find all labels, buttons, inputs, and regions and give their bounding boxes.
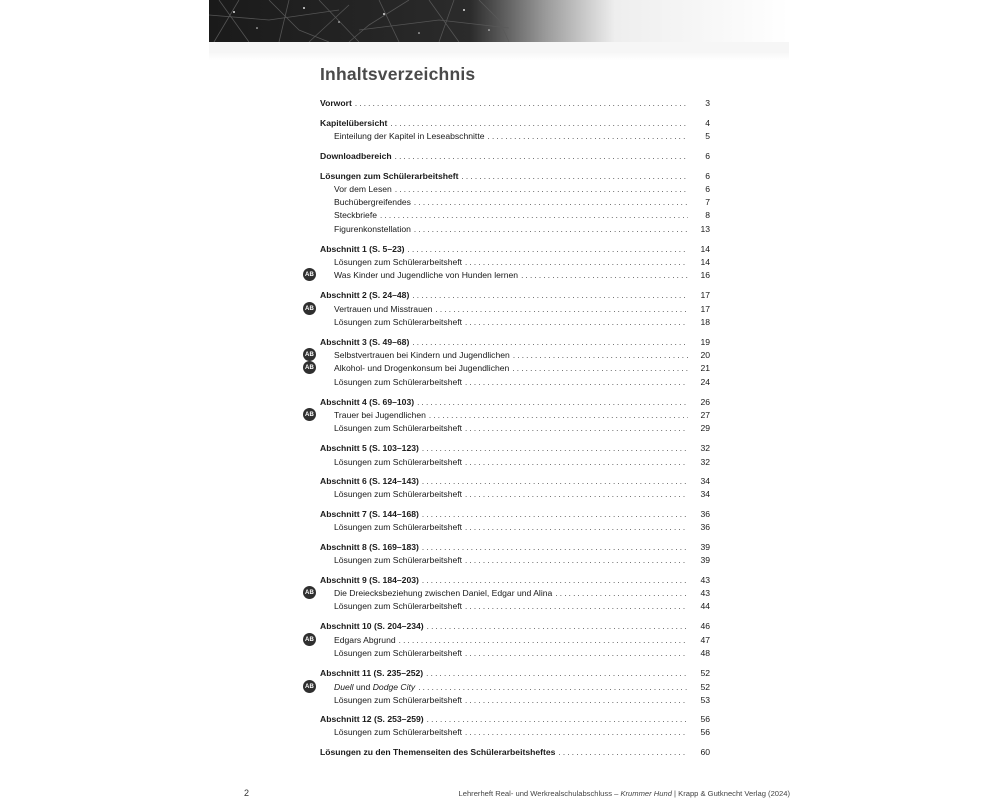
ab-badge-icon: AB [303,408,316,421]
ab-badge-icon: AB [303,680,316,693]
toc-entry-page: 52 [700,682,710,692]
toc-entry[interactable] [320,242,710,255]
toc-entry-label: Abschnitt 6 (S. 124–143) [320,476,419,486]
toc-entry[interactable] [334,725,710,738]
toc-entry-label: Abschnitt 8 (S. 169–183) [320,542,419,552]
toc-entry[interactable] [320,666,710,679]
toc-entry[interactable] [334,633,710,646]
ab-badge-icon: AB [303,586,316,599]
toc-leader-dots [558,748,688,758]
toc-leader-dots [465,728,688,738]
toc-leader-dots [417,398,688,408]
toc-entry-label: Downloadbereich [320,151,392,161]
toc-leader-dots [355,99,688,109]
toc-entry-label: Lösungen zum Schülerarbeitsheft [334,648,463,658]
toc-leader-dots [435,305,688,315]
toc-entry-label: Edgars Abgrund [334,635,396,645]
toc-leader-dots [412,338,688,348]
toc-entry[interactable] [334,455,710,468]
toc-entry[interactable] [334,586,710,599]
toc-entry-page: 53 [700,695,710,705]
toc-entry-label: Lösungen zum Schülerarbeitsheft [334,727,463,737]
toc-leader-dots [390,119,688,129]
toc-entry[interactable] [320,335,710,348]
toc-entry[interactable] [334,208,710,221]
toc-entry-label: Kapitelübersicht [320,118,388,128]
toc-entry-label: Lösungen zum Schülerarbeitsheft [334,423,463,433]
footer-text-after: | Krapp & Gutknecht Verlag (2024) [671,789,790,798]
footer-text-before: Lehrerheft Real- und Werkrealschulabschluss – [458,789,621,798]
toc-leader-dots [422,543,688,553]
toc-entry-page: 16 [700,270,710,280]
toc-entry-page: 32 [700,443,710,453]
toc-entry[interactable] [334,408,710,421]
toc-entry-label: Abschnitt 11 (S. 235–252) [320,668,424,678]
toc-leader-dots [465,523,688,533]
toc-entry[interactable] [334,553,710,566]
toc-entry-page: 8 [705,210,710,220]
toc-entry-page: 29 [700,423,710,433]
toc-entry-label: Lösungen zum Schülerarbeitsheft [334,522,463,532]
toc-entry-page: 34 [700,476,710,486]
toc-entry[interactable] [334,255,710,268]
toc-leader-dots [412,291,688,301]
toc-entry[interactable] [320,619,710,632]
toc-entry[interactable] [334,348,710,361]
toc-entry-label: Abschnitt 3 (S. 49–68) [320,337,410,347]
toc-entry-page: 39 [700,542,710,552]
toc-leader-dots [465,424,688,434]
toc-entry-page: 46 [700,621,710,631]
ab-badge-icon: AB [303,361,316,374]
toc-entry[interactable] [320,395,710,408]
toc-entry-label: Trauer bei Jugendlichen [334,410,426,420]
toc-entry[interactable] [320,745,710,758]
toc-entry-label: Lösungen zum Schülerarbeitsheft [334,377,463,387]
toc-entry-label: Vor dem Lesen [334,184,392,194]
toc-entry-page: 3 [705,98,710,108]
toc-leader-dots [555,589,688,599]
toc-entry[interactable] [334,421,710,434]
toc-entry-page: 36 [700,509,710,519]
toc-entry-label: Abschnitt 1 (S. 5–23) [320,244,405,254]
toc-leader-dots [465,318,688,328]
toc-entry[interactable] [320,474,710,487]
toc-entry[interactable] [334,222,710,235]
toc-entry-page: 18 [700,317,710,327]
toc-entry-label: Lösungen zum Schülerarbeitsheft [334,257,463,267]
page-title: Inhaltsverzeichnis [320,64,476,84]
toc-leader-dots [512,364,688,374]
toc-entry-page: 43 [700,588,710,598]
toc-entry-page: 32 [700,457,710,467]
toc-leader-dots [465,649,688,659]
toc-entry-label: Abschnitt 12 (S. 253–259) [320,714,424,724]
toc-entry-page: 19 [700,337,710,347]
toc-entry-page: 7 [705,197,710,207]
toc-entry[interactable] [320,169,710,182]
toc-leader-dots [418,683,688,693]
toc-leader-dots [427,715,688,725]
toc-leader-dots [414,225,688,235]
toc-entry[interactable] [320,116,710,129]
toc-entry-page: 6 [705,184,710,194]
toc-entry-page: 27 [700,410,710,420]
toc-leader-dots [465,556,688,566]
toc-entry-label: Lösungen zum Schülerarbeitsheft [320,171,459,181]
toc-leader-dots [380,211,688,221]
toc-leader-dots [426,669,688,679]
toc-leader-dots [521,271,688,281]
toc-entry-page: 24 [700,377,710,387]
toc-entry-label: Abschnitt 9 (S. 184–203) [320,575,419,585]
toc-entry-page: 17 [700,304,710,314]
toc-entry-label: Abschnitt 10 (S. 204–234) [320,621,424,631]
toc-leader-dots [488,132,689,142]
toc-entry-label: Lösungen zum Schülerarbeitsheft [334,317,463,327]
toc-entry-label: Lösungen zum Schülerarbeitsheft [334,601,463,611]
toc-entry-label: Abschnitt 4 (S. 69–103) [320,397,415,407]
toc-entry-page: 34 [700,489,710,499]
toc-entry[interactable] [334,487,710,500]
toc-leader-dots [461,172,688,182]
toc-leader-dots [422,510,688,520]
ab-badge-icon: AB [303,633,316,646]
toc-entry-label: Steckbriefe [334,210,377,220]
ab-badge-icon: AB [303,302,316,315]
toc-entry-page: 56 [700,714,710,724]
toc-leader-dots [408,245,688,255]
toc-entry[interactable] [320,288,710,301]
toc-entry-label: Vorwort [320,98,352,108]
toc-entry-page: 52 [700,668,710,678]
toc-leader-dots [422,477,688,487]
toc-entry-page: 17 [700,290,710,300]
toc-entry-label: Buchübergreifendes [334,197,411,207]
toc-entry-page: 36 [700,522,710,532]
toc-entry-page: 6 [705,151,710,161]
toc-leader-dots [427,622,688,632]
toc-entry[interactable] [320,96,710,109]
toc-entry-label: Lösungen zum Schülerarbeitsheft [334,695,463,705]
toc-entry-page: 39 [700,555,710,565]
toc-entry-page: 4 [705,118,710,128]
ab-badge-icon: AB [303,268,316,281]
toc-entry-page: 14 [700,257,710,267]
toc-entry-page: 5 [705,131,710,141]
toc-leader-dots [465,696,688,706]
toc-entry[interactable] [320,540,710,553]
toc-entry[interactable] [320,712,710,725]
toc-entry-label: Abschnitt 5 (S. 103–123) [320,443,419,453]
footer-citation [459,789,791,798]
toc-entry[interactable] [334,680,710,693]
toc-entry-page: 6 [705,171,710,181]
toc-entry-label: Lösungen zum Schülerarbeitsheft [334,457,463,467]
toc-entry[interactable] [334,315,710,328]
footer-page-number: 2 [244,788,250,798]
toc-entry-label: Duell und Dodge City [334,682,416,692]
toc-entry-label: Lösungen zum Schülerarbeitsheft [334,555,463,565]
toc-leader-dots [513,351,688,361]
toc-entry-page: 14 [700,244,710,254]
toc-entry[interactable] [334,195,710,208]
toc-leader-dots [395,152,688,162]
toc-entry-label: Die Dreiecksbeziehung zwischen Daniel, Edgar und Alina [334,588,553,598]
toc-entry-label: Lösungen zu den Themenseiten des Schülerarbeitsheftes [320,747,556,757]
ab-badge-icon: AB [303,348,316,361]
toc-leader-dots [465,258,688,268]
toc-entry-page: 44 [700,601,710,611]
toc-entry[interactable] [320,149,710,162]
footer-book-title: Krummer Hund [620,789,672,798]
toc-entry-page: 26 [700,397,710,407]
toc-entry[interactable] [334,361,710,374]
toc-entry[interactable] [334,520,710,533]
toc-leader-dots [422,576,688,586]
toc-leader-dots [395,185,688,195]
toc-leader-dots [465,602,688,612]
toc-entry[interactable] [334,599,710,612]
toc-entry-page: 47 [700,635,710,645]
toc-entry[interactable] [334,375,710,388]
toc-entry[interactable] [334,646,710,659]
toc-leader-dots [422,444,688,454]
toc-entry[interactable] [334,182,710,195]
toc-entry-page: 20 [700,350,710,360]
toc-leader-dots [465,490,688,500]
toc-entry[interactable] [320,573,710,586]
toc-entry[interactable] [334,129,710,142]
toc-entry-label: Figurenkonstellation [334,224,411,234]
toc-entry-label: Abschnitt 2 (S. 24–48) [320,290,410,300]
toc-leader-dots [399,636,688,646]
toc-entry[interactable] [334,693,710,706]
toc-entry[interactable] [334,302,710,315]
toc-leader-dots [465,378,688,388]
toc-entry[interactable] [320,441,710,454]
toc-entry-page: 56 [700,727,710,737]
toc-entry-page: 48 [700,648,710,658]
toc-leader-dots [465,458,688,468]
toc-entry[interactable] [320,507,710,520]
toc-entry-page: 43 [700,575,710,585]
toc-entry[interactable] [334,268,710,281]
toc-entry-label: Vertrauen und Misstrauen [334,304,433,314]
toc-entry-label: Einteilung der Kapitel in Leseabschnitte [334,131,485,141]
toc-entry-page: 21 [700,363,710,373]
toc-entry-label: Alkohol- und Drogenkonsum bei Jugendlichen [334,363,510,373]
toc-entry-page: 13 [700,224,710,234]
toc-entry-label: Abschnitt 7 (S. 144–168) [320,509,419,519]
toc-entry-label: Lösungen zum Schülerarbeitsheft [334,489,463,499]
toc-leader-dots [429,411,688,421]
toc-entry-label: Was Kinder und Jugendliche von Hunden lernen [334,270,519,280]
toc-entry-label: Selbstvertrauen bei Kindern und Jugendlichen [334,350,510,360]
toc-leader-dots [414,198,688,208]
toc-entry-page: 60 [700,747,710,757]
